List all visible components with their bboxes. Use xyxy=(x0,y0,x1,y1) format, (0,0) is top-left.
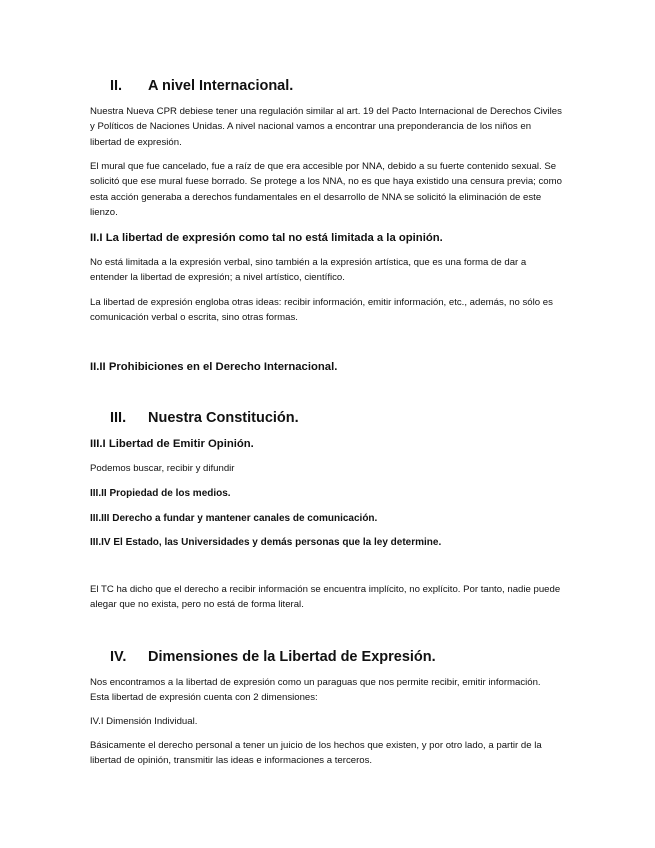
section-title: Nuestra Constitución. xyxy=(148,410,299,426)
subheading-propiedad-medios: III.II Propiedad de los medios. xyxy=(90,488,231,499)
subheading-libertad-expresion: II.I La libertad de expresión como tal no está limitada a la opinión. xyxy=(90,232,443,244)
subheading-prohibiciones: II.II Prohibiciones en el Derecho Internacional. xyxy=(90,361,338,373)
section-number: IV. xyxy=(110,649,127,665)
paragraph-mural: El mural que fue cancelado, fue a raíz de que era accesible por NNA, debido a su fuerte contenido sexual. Se solicitó que ese mural fuese borrado. Se protege a los NNA, no es que haya existido una censura previa; como esta acción generaba a derechos fundamentales en el desarrollo de NNA se solicitó la eliminación de este lienzo. xyxy=(90,161,562,218)
paragraph-expresion-artistica: No está limitada a la expresión verbal, sino también a la expresión artística, que es una forma de dar a entender la libertad de expresión; a nivel artístico, científico. xyxy=(90,257,527,284)
paragraph-buscar-recibir: Podemos buscar, recibir y difundir xyxy=(90,463,235,474)
section-heading-iii xyxy=(90,409,562,427)
subheading-estado-universidades: III.IV El Estado, las Universidades y demás personas que la ley determine. xyxy=(90,537,442,548)
paragraph-pacto: Nuestra Nueva CPR debiese tener una regulación similar al art. 19 del Pacto Internacional de Derechos Civiles y Políticos de Naciones Unidas. A nivel nacional vamos a encontrar una preponderancia de los niños en libertad de expresión. xyxy=(90,106,562,148)
section-number: III. xyxy=(110,410,127,426)
section-title: A nivel Internacional. xyxy=(148,78,294,94)
subheading-canales-comunicacion: III.III Derecho a fundar y mantener canales de comunicación. xyxy=(90,513,378,524)
paragraph-otras-ideas: La libertad de expresión engloba otras ideas: recibir información, emitir información, etc., además, no sólo es comunicación verbal o escrita, sino otras formas. xyxy=(90,297,553,324)
section-heading-iv xyxy=(90,648,562,666)
section-heading-ii xyxy=(90,77,562,95)
paragraph-tc: El TC ha dicho que el derecho a recibir información se encuentra implícito, no explícito. Por tanto, nadie puede alegar que no exista, pero no está de forma literal. xyxy=(90,584,561,611)
paragraph-derecho-personal: Básicamente el derecho personal a tener un juicio de los hechos que existen, y por otro lado, a partir de la libertad de opinión, transmitir las ideas e informaciones a terceros. xyxy=(90,740,542,767)
section-title: Dimensiones de la Libertad de Expresión. xyxy=(148,649,436,665)
section-number: II. xyxy=(110,78,123,94)
paragraph-paraguas: Nos encontramos a la libertad de expresión como un paraguas que nos permite recibir, emitir información. Esta libertad de expresión cuenta con 2 dimensiones: xyxy=(90,677,541,704)
paragraph-dimension-individual: IV.I Dimensión Individual. xyxy=(90,716,198,727)
subheading-emitir-opinion: III.I Libertad de Emitir Opinión. xyxy=(90,438,254,450)
